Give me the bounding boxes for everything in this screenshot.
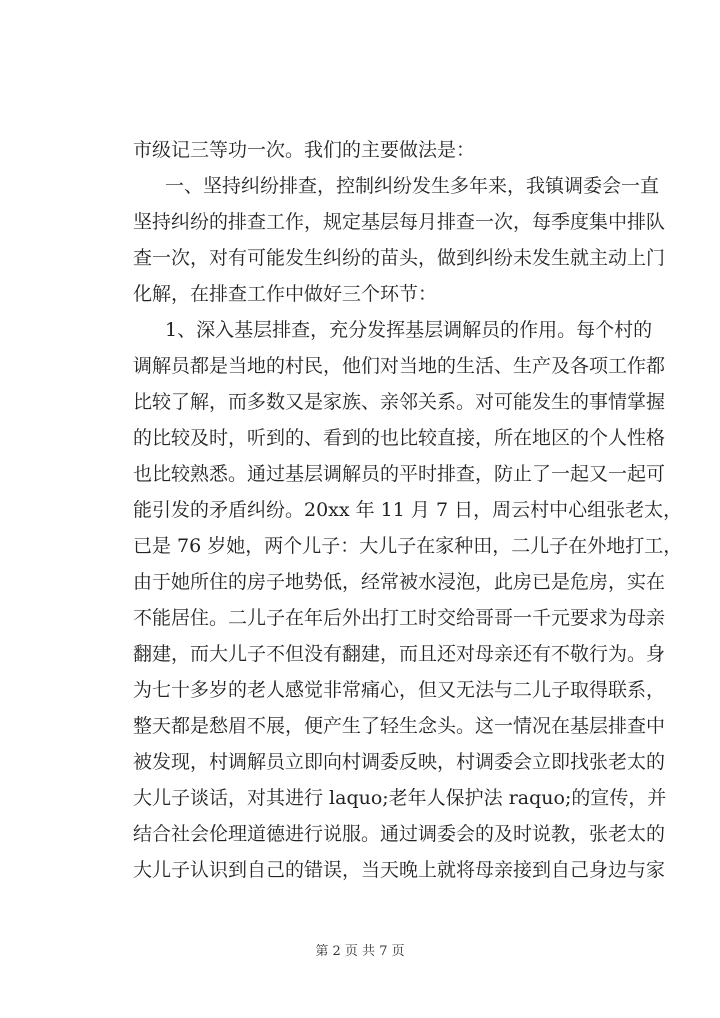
text-line: 一、坚持纠纷排查，控制纠纷发生多年来，我镇调委会一直 (165, 175, 660, 197)
text-line: 为七十多岁的老人感觉非常痛心，但又无法与二儿子取得联系， (133, 679, 666, 701)
text-line: 翻建，而大儿子不但没有翻建，而且还对母亲还有不敬行为。身 (133, 643, 666, 665)
text-line: 的比较及时，听到的、看到的也比较直接，所在地区的个人性格 (133, 427, 666, 449)
text-line: 能引发的矛盾纠纷。20xx 年 11 月 7 日，周云村中心组张老太， (133, 499, 683, 521)
text-line: 整天都是愁眉不展，便产生了轻生念头。这一情况在基层排查中 (133, 715, 666, 737)
text-line: 比较了解，而多数又是家族、亲邻关系。对可能发生的事情掌握 (133, 391, 666, 413)
text-line: 也比较熟悉。通过基层调解员的平时排查，防止了一起又一起可 (133, 463, 666, 485)
text-line: 被发现，村调解员立即向村调委反映，村调委会立即找张老太的 (133, 751, 666, 773)
text-line: 大儿子认识到自己的错误，当天晚上就将母亲接到自己身边与家 (133, 859, 666, 881)
text-line: 已是 76 岁她，两个儿子：大儿子在家种田，二儿子在外地打工， (133, 535, 683, 557)
text-line: 市级记三等功一次。我们的主要做法是： (133, 139, 476, 161)
text-line: 大儿子谈话，对其进行 laquo;老年人保护法 raquo;的宣传，并 (133, 787, 667, 809)
page-footer: 第 2 页 共 7 页 (315, 944, 405, 959)
text-line: 调解员都是当地的村民，他们对当地的生活、生产及各项工作都 (133, 355, 666, 377)
text-line: 1、深入基层排查，充分发挥基层调解员的作用。每个村的 (165, 319, 653, 341)
text-line: 不能居住。二儿子在年后外出打工时交给哥哥一千元要求为母亲 (133, 607, 666, 629)
text-line: 化解，在排查工作中做好三个环节： (133, 283, 438, 305)
text-line: 结合社会伦理道德进行说服。通过调委会的及时说教，张老太的 (133, 823, 666, 845)
text-line: 坚持纠纷的排查工作，规定基层每月排查一次，每季度集中排队 (133, 211, 666, 233)
text-line: 查一次，对有可能发生纠纷的苗头，做到纠纷未发生就主动上门 (133, 247, 666, 269)
text-line: 由于她所住的房子地势低，经常被水浸泡，此房已是危房，实在 (133, 571, 666, 593)
